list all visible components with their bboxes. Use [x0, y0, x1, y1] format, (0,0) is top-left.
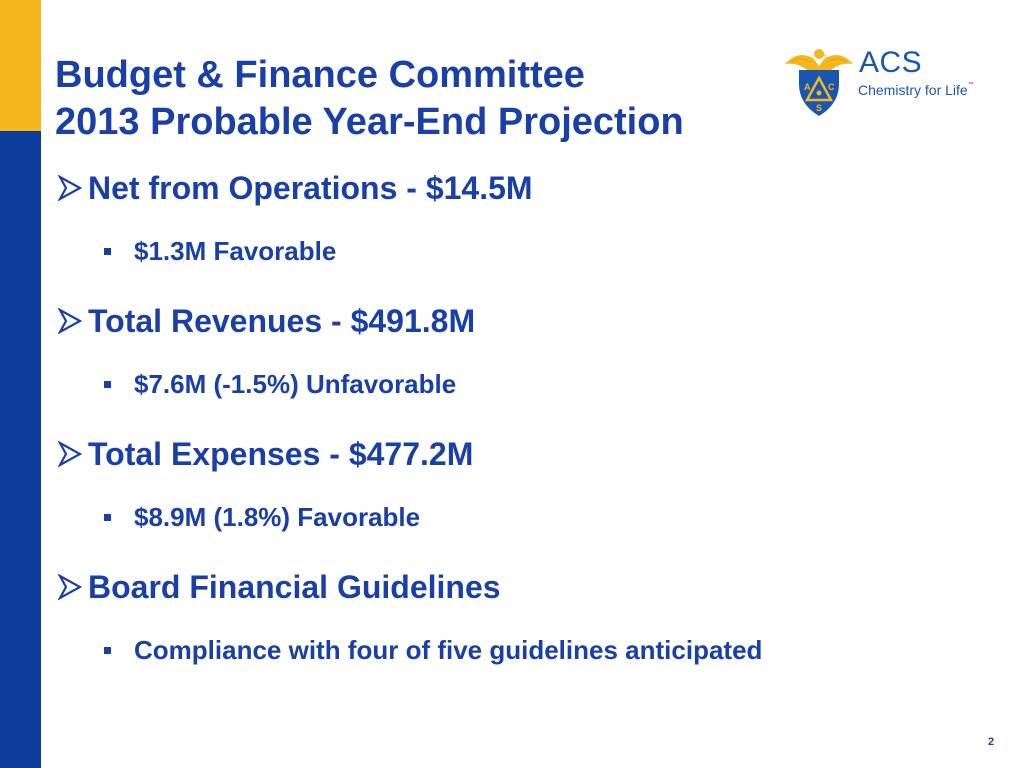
- side-bar-accent: [0, 0, 41, 131]
- sub-bullet-label: Compliance with four of five guidelines anticipated: [134, 634, 763, 665]
- bullet-item-net-operations: [58, 166, 998, 210]
- bullet-item-label: Total Revenues - $491.8M: [88, 302, 476, 339]
- square-bullet-icon: [104, 514, 134, 521]
- title-line-1: Budget & Finance Committee: [55, 54, 585, 96]
- svg-text:S: S: [816, 103, 823, 113]
- sub-bullet-item: [104, 499, 998, 535]
- square-bullet-icon: [104, 647, 134, 654]
- logo-name: ACS: [859, 46, 923, 79]
- logo-tagline-text: Chemistry for Life: [858, 82, 968, 98]
- sub-bullet-label: $8.9M (1.8%) Favorable: [134, 501, 421, 532]
- bullet-item-board-guidelines: [58, 565, 998, 609]
- sub-bullet-item: [104, 366, 998, 402]
- acs-eagle-shield-icon: [783, 40, 855, 120]
- sub-bullet-label: $7.6M (-1.5%) Unfavorable: [134, 368, 457, 399]
- bullet-item-label: Board Financial Guidelines: [88, 568, 501, 605]
- slide-title: [55, 52, 684, 146]
- square-bullet-icon: [104, 248, 134, 255]
- bullet-item-label: Net from Operations - $14.5M: [88, 169, 533, 206]
- sub-bullet-item: [104, 233, 998, 269]
- sub-bullet-item: [104, 632, 998, 668]
- page-number: 2: [988, 736, 995, 748]
- arrow-bullet-icon: [58, 299, 88, 343]
- bullet-list: [58, 166, 998, 698]
- logo-tagline: [858, 82, 974, 98]
- acs-logo: [783, 40, 1013, 120]
- bullet-item-total-expenses: [58, 432, 998, 476]
- sub-bullet-label: $1.3M Favorable: [134, 235, 337, 266]
- arrow-bullet-icon: [58, 565, 88, 609]
- square-bullet-icon: [104, 381, 134, 388]
- title-line-2: 2013 Probable Year-End Projection: [55, 101, 684, 143]
- bullet-item-label: Total Expenses - $477.2M: [88, 435, 474, 472]
- arrow-bullet-icon: [58, 166, 88, 210]
- logo-trademark: ™: [967, 82, 974, 88]
- arrow-bullet-icon: [58, 432, 88, 476]
- bullet-item-total-revenues: [58, 299, 998, 343]
- svg-text:A: A: [804, 82, 811, 92]
- svg-text:C: C: [828, 82, 835, 92]
